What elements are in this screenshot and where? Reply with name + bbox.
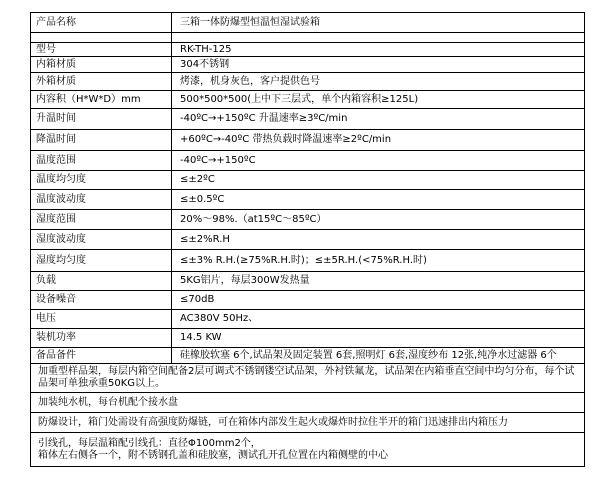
note-row: [31, 393, 585, 413]
spec-value: ≤70dB: [172, 291, 585, 310]
spec-value: ≤±0.5ºC: [172, 190, 585, 210]
spec-value: 硅橡胶软塞 6个,试品架及固定装置 6套,照明灯 6套,湿度纱布 12张,纯净水过滤器 6个: [172, 348, 585, 364]
spec-value: 5KG铝片，每层300W发热量: [172, 272, 585, 291]
spec-row: [31, 190, 585, 210]
spec-value: +60ºC→-40ºC 带热负载时降温速率≥2ºC/min: [172, 130, 585, 151]
spec-label: 湿度范围: [31, 210, 172, 230]
spec-row: [31, 171, 585, 190]
spec-label: 温度波动度: [31, 190, 172, 210]
header-label: 产品名称: [31, 13, 172, 33]
note-text: 防爆设计，箱门处需设有高强度防爆链，可在箱体内部发生起火或爆炸时拉住半开的箱门迅速排出内箱压力: [31, 413, 585, 433]
spacer-cell: [31, 33, 172, 43]
spec-label: 温度均匀度: [31, 171, 172, 190]
spec-value: AC380V 50Hz、: [172, 310, 585, 329]
spec-row: [31, 272, 585, 291]
spec-row: [31, 130, 585, 151]
spec-row: [31, 348, 585, 364]
spec-value: -40ºC→+150ºC: [172, 151, 585, 171]
spec-row: [31, 329, 585, 348]
spec-label: 装机功率: [31, 329, 172, 348]
spec-label: 型号: [31, 43, 172, 57]
spec-value: ≤±3% R.H.(≥75%R.H.时)；≤±5R.H.(<75%R.H.时): [172, 250, 585, 272]
spec-row: [31, 310, 585, 329]
spec-row: [31, 57, 585, 73]
spec-body: [31, 13, 585, 467]
spec-value: 14.5 KW: [172, 329, 585, 348]
spec-label: 湿度波动度: [31, 230, 172, 250]
spec-label: 内容积（H*W*D）mm: [31, 91, 172, 109]
spec-value: RK-TH-125: [172, 43, 585, 57]
note-text: 加装纯水机，每台机配个接水盘: [31, 393, 585, 413]
spacer-cell: [172, 33, 585, 43]
spec-label: 电压: [31, 310, 172, 329]
header-row: [31, 13, 585, 33]
spec-value: ≤±2ºC: [172, 171, 585, 190]
spec-label: 湿度均匀度: [31, 250, 172, 272]
spec-value: 304不锈钢: [172, 57, 585, 73]
note-row: [31, 364, 585, 393]
note-text: 引线孔，每层温箱配引线孔：直径Φ100mm2个， 箱体左右侧各一个，附不锈钢孔盖和硅胶塞，测试孔开孔位置在内箱侧壁的中心: [31, 433, 585, 467]
spec-table: [30, 12, 585, 467]
spec-value: -40ºC→+150ºC 升温速率≥3ºC/min: [172, 109, 585, 130]
spec-row: [31, 210, 585, 230]
spec-label: 内箱材质: [31, 57, 172, 73]
spec-row: [31, 109, 585, 130]
header-value: 三箱一体防爆型恒温恒湿试验箱: [172, 13, 585, 33]
spec-row: [31, 73, 585, 91]
spec-row: [31, 91, 585, 109]
spec-row: [31, 230, 585, 250]
spec-label: 负载: [31, 272, 172, 291]
spec-value: 20%～98%.（at15ºC～85ºC）: [172, 210, 585, 230]
spec-row: [31, 291, 585, 310]
spec-label: 升温时间: [31, 109, 172, 130]
spec-row: [31, 250, 585, 272]
spec-row: [31, 43, 585, 57]
spec-value: 烤漆，机身灰色，客户提供色号: [172, 73, 585, 91]
spec-label: 设备噪音: [31, 291, 172, 310]
spec-label: 外箱材质: [31, 73, 172, 91]
spec-value: ≤±2%R.H: [172, 230, 585, 250]
spec-row: [31, 151, 585, 171]
spec-value: 500*500*500(上中下三层式，单个内箱容积≥125L): [172, 91, 585, 109]
spec-label: 温度范围: [31, 151, 172, 171]
note-row: [31, 413, 585, 433]
spacer-row: [31, 33, 585, 43]
spec-label: 备品备件: [31, 348, 172, 364]
spec-label: 降温时间: [31, 130, 172, 151]
note-text: 加重型样品架，每层内箱空间配备2层可调式不锈钢镂空试品架，外衬铁氟龙，试品架在内箱垂直空间中均匀分布，每个试品架可单独承重50KG以上。: [31, 364, 585, 393]
note-row: [31, 433, 585, 467]
